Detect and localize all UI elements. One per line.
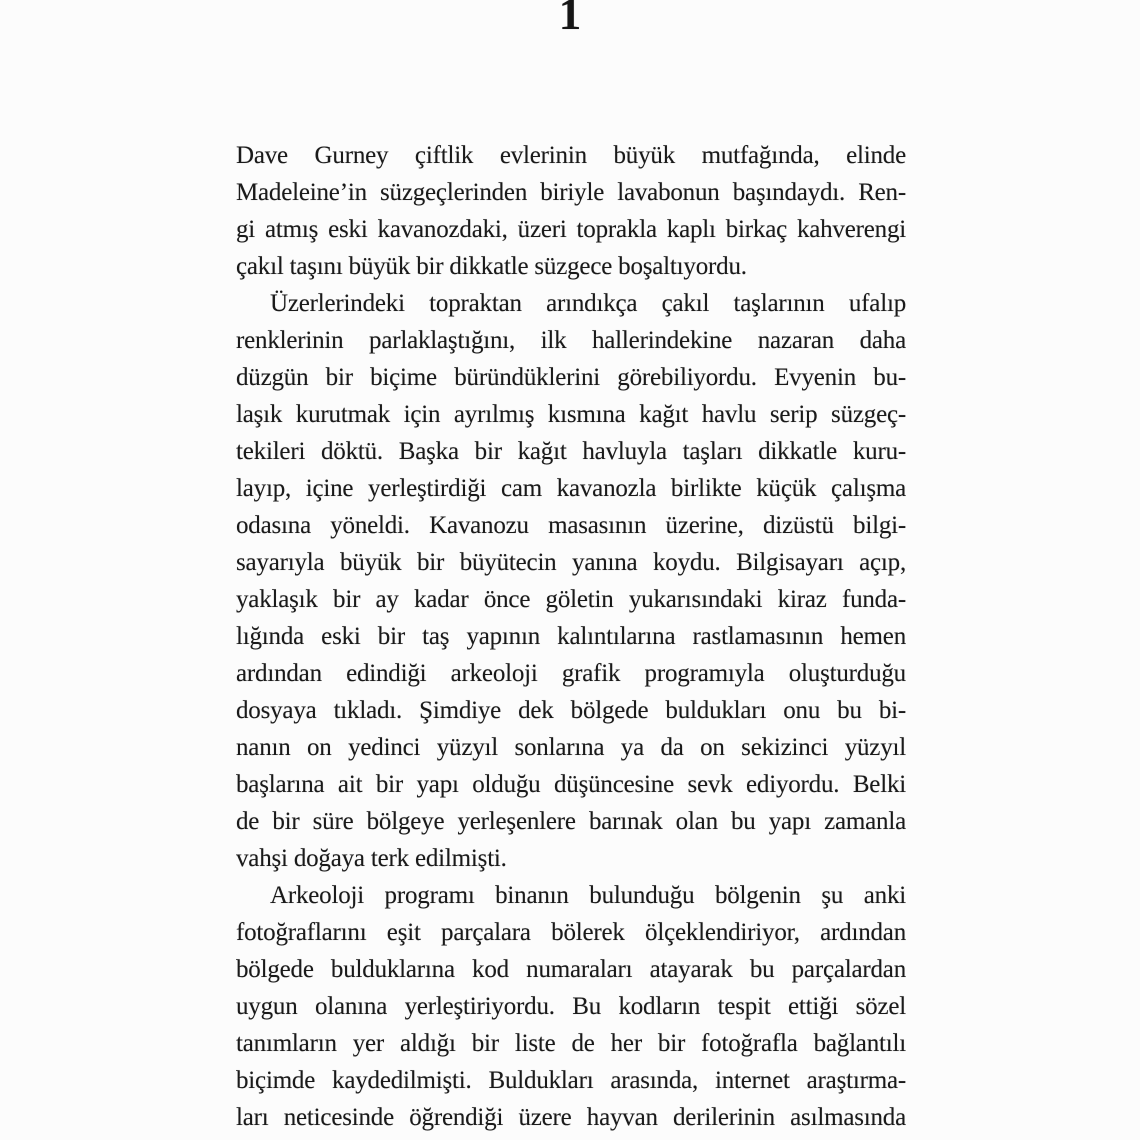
text-line: uygun olanına yerleştiriyordu. Bu kodların tespit ettiği sözel <box>236 993 906 1020</box>
text-line: nanın on yedinci yüzyıl sonlarına ya da on sekizinci yüzyıl <box>236 734 906 761</box>
text-line: lığında eski bir taş yapının kalıntılarına rastlamasının hemen <box>236 623 906 650</box>
text-line: bölgede bulduklarına kod numaraları atayarak bu parçalardan <box>236 956 906 983</box>
text-line: çakıl taşını büyük bir dikkatle süzgece boşaltıyordu. <box>236 253 747 280</box>
text-line: ları neticesinde öğrendiği üzere hayvan derilerinin asılmasında <box>236 1104 906 1131</box>
text-line: laşık kurutmak için ayrılmış kısmına kağıt havlu serip süzgeç- <box>236 401 906 428</box>
text-line: dosyaya tıkladı. Şimdiye dek bölgede buldukları onu bu bi- <box>236 697 906 724</box>
text-line: tekileri döktü. Başka bir kağıt havluyla taşları dikkatle kuru- <box>236 438 906 465</box>
text-line: Arkeoloji programı binanın bulunduğu bölgenin şu anki <box>270 882 906 909</box>
text-line: tanımların yer aldığı bir liste de her bir fotoğrafla bağlantılı <box>236 1030 906 1057</box>
text-line: Dave Gurney çiftlik evlerinin büyük mutfağında, elinde <box>236 142 906 169</box>
text-line: layıp, içine yerleştirdiği cam kavanozla birlikte küçük çalışma <box>236 475 906 502</box>
text-line: odasına yöneldi. Kavanozu masasının üzerine, dizüstü bilgi- <box>236 512 906 539</box>
text-line: gi atmış eski kavanozdaki, üzeri toprakla kaplı birkaç kahverengi <box>236 216 906 243</box>
text-line: Üzerlerindeki topraktan arındıkça çakıl taşlarının ufalıp <box>270 290 906 317</box>
text-line: ardından edindiği arkeoloji grafik programıyla oluşturduğu <box>236 660 906 687</box>
text-line: renklerinin parlaklaştığını, ilk hallerindekine nazaran daha <box>236 327 906 354</box>
text-column <box>236 137 906 1136</box>
text-line: Madeleine’in süzgeçlerinden biriyle lavabonun başındaydı. Ren- <box>236 179 906 206</box>
chapter-number: 1 <box>558 0 582 39</box>
paragraph <box>236 137 906 285</box>
text-line: yaklaşık bir ay kadar önce göletin yukarısındaki kiraz funda- <box>236 586 906 613</box>
text-line: başlarına ait bir yapı olduğu düşüncesine sevk ediyordu. Belki <box>236 771 906 798</box>
text-line: de bir süre bölgeye yerleşenlere barınak olan bu yapı zamanla <box>236 808 906 835</box>
text-line: düzgün bir biçime büründüklerini görebiliyordu. Evyenin bu- <box>236 364 906 391</box>
paragraph <box>236 877 906 1136</box>
text-line: sayarıyla büyük bir büyütecin yanına koydu. Bilgisayarı açıp, <box>236 549 906 576</box>
text-line: biçimde kaydedilmişti. Buldukları arasında, internet araştırma- <box>236 1067 906 1094</box>
text-line: vahşi doğaya terk edilmişti. <box>236 845 507 872</box>
paragraph <box>236 285 906 877</box>
text-line: fotoğraflarını eşit parçalara bölerek ölçeklendiriyor, ardından <box>236 919 906 946</box>
